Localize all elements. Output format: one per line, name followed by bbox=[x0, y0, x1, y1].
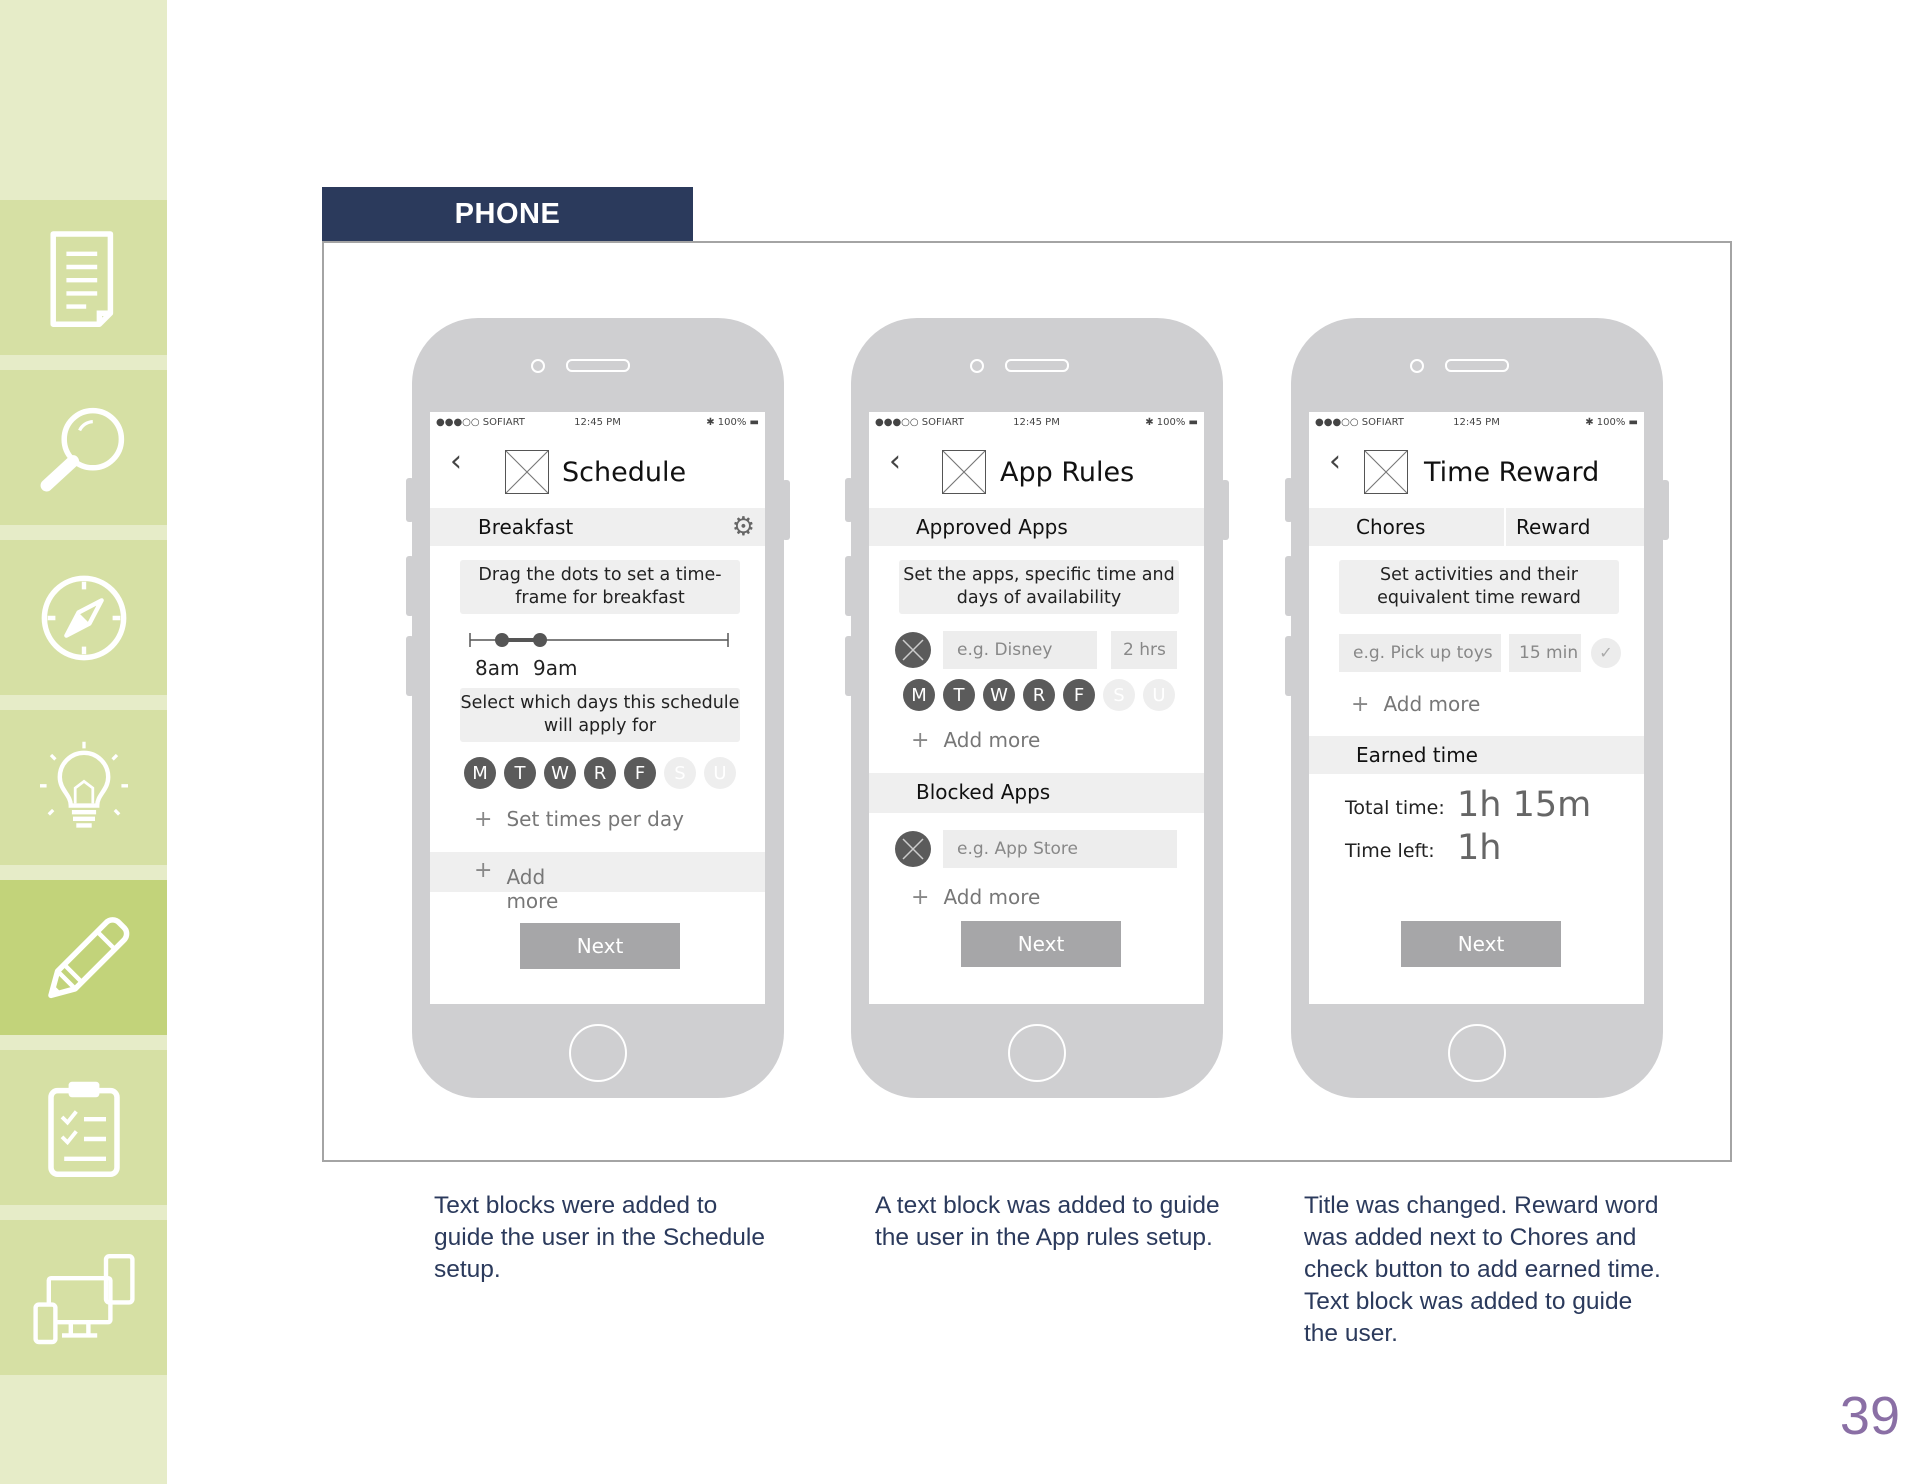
screen-title: Time Reward bbox=[1424, 457, 1600, 488]
day-toggle[interactable]: R bbox=[584, 757, 616, 789]
band-label: Breakfast bbox=[478, 515, 574, 539]
remove-app-icon[interactable] bbox=[895, 632, 931, 668]
speaker-grill bbox=[1005, 359, 1069, 372]
phone-mockup-app-rules bbox=[851, 318, 1223, 1098]
app-name-input[interactable]: e.g. Disney bbox=[943, 631, 1097, 669]
battery-label: ✱ 100% ▬ bbox=[706, 417, 759, 428]
band-earned-time bbox=[1309, 736, 1644, 774]
caption-time-reward: Title was changed. Reward word was added next to Chores and check button to add earned time. Text block was added to guide the user. bbox=[1304, 1192, 1661, 1347]
band-columns bbox=[1309, 508, 1644, 546]
carrier-label: ●●●○○ SOFIART bbox=[1315, 417, 1404, 428]
status-time: 12:45 PM bbox=[1013, 417, 1060, 428]
next-button[interactable]: Next bbox=[1401, 921, 1561, 967]
add-more-label: Add more bbox=[943, 885, 1041, 909]
add-more-band bbox=[430, 852, 765, 913]
phone-side-button bbox=[406, 636, 414, 696]
add-approved-app-button[interactable] bbox=[911, 728, 1040, 753]
day-toggle[interactable]: T bbox=[504, 757, 536, 789]
screen-schedule bbox=[430, 412, 765, 1004]
front-camera bbox=[970, 359, 984, 373]
time-slider[interactable] bbox=[468, 630, 730, 650]
band-label: Blocked Apps bbox=[916, 780, 1051, 804]
status-time: 12:45 PM bbox=[1453, 417, 1500, 428]
phone-side-button bbox=[1221, 480, 1229, 540]
hint-app-rules: Set the apps, specific time and days of availability bbox=[899, 560, 1179, 614]
section-tab: PHONE bbox=[322, 187, 693, 241]
day-selector bbox=[903, 679, 1175, 711]
phone-mockup-time-reward bbox=[1291, 318, 1663, 1098]
day-toggle[interactable]: U bbox=[1143, 679, 1175, 711]
home-button[interactable] bbox=[569, 1024, 627, 1082]
plus-icon: + bbox=[474, 858, 493, 883]
sidebar-item-idea[interactable] bbox=[0, 710, 167, 865]
column-chores: Chores bbox=[1356, 515, 1426, 539]
status-bar bbox=[869, 412, 1204, 434]
total-time-label: Total time: bbox=[1345, 797, 1445, 819]
sidebar bbox=[0, 0, 167, 1484]
day-toggle[interactable]: R bbox=[1023, 679, 1055, 711]
phone-side-button bbox=[1285, 478, 1293, 522]
page-number: 39 bbox=[1839, 1386, 1900, 1446]
phone-mockup-schedule bbox=[412, 318, 784, 1098]
band-label: Approved Apps bbox=[916, 515, 1068, 539]
battery-label: ✱ 100% ▬ bbox=[1585, 417, 1638, 428]
screen-title: Schedule bbox=[562, 457, 687, 488]
home-button[interactable] bbox=[1448, 1024, 1506, 1082]
carrier-label: ●●●○○ SOFIART bbox=[436, 417, 525, 428]
devices-icon bbox=[29, 1243, 139, 1353]
band-blocked-apps bbox=[869, 773, 1204, 813]
add-more-label: Add more bbox=[943, 728, 1041, 752]
search-icon bbox=[29, 393, 139, 503]
reward-input[interactable]: 15 min bbox=[1509, 634, 1581, 672]
time-left-label: Time left: bbox=[1345, 840, 1435, 862]
slider-handle-end bbox=[533, 633, 547, 647]
phone-side-button bbox=[406, 556, 414, 616]
day-toggle[interactable]: F bbox=[624, 757, 656, 789]
speaker-grill bbox=[1445, 359, 1509, 372]
lightbulb-icon bbox=[29, 733, 139, 843]
screen-title: App Rules bbox=[1000, 457, 1135, 488]
phone-side-button bbox=[845, 636, 853, 696]
status-bar bbox=[1309, 412, 1644, 434]
hint-drag: Drag the dots to set a time-frame for breakfast bbox=[460, 560, 740, 614]
back-chevron-icon[interactable]: ‹ bbox=[889, 444, 901, 479]
sidebar-item-checklist[interactable] bbox=[0, 1050, 167, 1205]
compass-icon bbox=[29, 563, 139, 673]
blocked-app-input[interactable]: e.g. App Store bbox=[943, 830, 1177, 868]
caption-app-rules: A text block was added to guide the user in the App rules setup. bbox=[875, 1192, 1220, 1251]
day-toggle[interactable]: S bbox=[1103, 679, 1135, 711]
next-button[interactable]: Next bbox=[961, 921, 1121, 967]
phone-side-button bbox=[845, 478, 853, 522]
slider-handle-start bbox=[495, 633, 509, 647]
front-camera bbox=[1410, 359, 1424, 373]
check-button-icon[interactable]: ✓ bbox=[1591, 638, 1621, 668]
slider-end-label: 9am bbox=[533, 656, 578, 680]
remove-blocked-app-icon[interactable] bbox=[895, 831, 931, 867]
sidebar-item-devices[interactable] bbox=[0, 1220, 167, 1375]
hint-time-reward: Set activities and their equivalent time reward bbox=[1339, 560, 1619, 614]
add-chore-button[interactable] bbox=[1351, 692, 1480, 717]
gear-icon[interactable]: ⚙ bbox=[731, 512, 755, 542]
image-placeholder-icon bbox=[942, 450, 986, 494]
plus-icon: + bbox=[911, 885, 930, 910]
total-time-value: 1h 15m bbox=[1457, 785, 1592, 825]
sidebar-item-document[interactable] bbox=[0, 200, 167, 355]
phone-side-button bbox=[1285, 556, 1293, 616]
front-camera bbox=[531, 359, 545, 373]
band-breakfast bbox=[430, 508, 765, 546]
day-toggle[interactable]: M bbox=[903, 679, 935, 711]
screen-app-rules bbox=[869, 412, 1204, 1004]
battery-label: ✱ 100% ▬ bbox=[1145, 417, 1198, 428]
band-label: Earned time bbox=[1356, 743, 1478, 767]
back-chevron-icon[interactable]: ‹ bbox=[450, 444, 462, 479]
column-reward: Reward bbox=[1516, 515, 1591, 539]
band-approved-apps bbox=[869, 508, 1204, 546]
image-placeholder-icon bbox=[1364, 450, 1408, 494]
status-time: 12:45 PM bbox=[574, 417, 621, 428]
set-times-button[interactable] bbox=[474, 807, 684, 832]
plus-icon: + bbox=[911, 728, 930, 753]
chore-input[interactable]: e.g. Pick up toys bbox=[1339, 634, 1501, 672]
phone-side-button bbox=[406, 478, 414, 522]
day-toggle[interactable]: U bbox=[704, 757, 736, 789]
day-toggle[interactable]: W bbox=[544, 757, 576, 789]
caption-schedule: Text blocks were added to guide the user in the Schedule setup. bbox=[434, 1192, 765, 1283]
add-more-label: Add more bbox=[506, 865, 559, 913]
home-button[interactable] bbox=[1008, 1024, 1066, 1082]
phone-side-button bbox=[782, 480, 790, 540]
time-left-value: 1h bbox=[1457, 828, 1502, 868]
add-blocked-app-button[interactable] bbox=[911, 885, 1040, 910]
add-more-label: Add more bbox=[1383, 692, 1481, 716]
day-toggle[interactable]: W bbox=[983, 679, 1015, 711]
plus-icon: + bbox=[474, 807, 493, 832]
day-selector bbox=[464, 757, 736, 789]
phone-side-button bbox=[1285, 636, 1293, 696]
status-bar bbox=[430, 412, 765, 434]
image-placeholder-icon bbox=[505, 450, 549, 494]
day-toggle[interactable]: T bbox=[943, 679, 975, 711]
column-divider bbox=[1504, 508, 1506, 546]
phone-side-button bbox=[1661, 480, 1669, 540]
carrier-label: ●●●○○ SOFIART bbox=[875, 417, 964, 428]
clipboard-checklist-icon bbox=[29, 1073, 139, 1183]
screen-time-reward bbox=[1309, 412, 1644, 1004]
day-toggle[interactable]: S bbox=[664, 757, 696, 789]
sidebar-item-search[interactable] bbox=[0, 370, 167, 525]
day-toggle[interactable]: F bbox=[1063, 679, 1095, 711]
speaker-grill bbox=[566, 359, 630, 372]
next-button[interactable]: Next bbox=[520, 923, 680, 969]
slider-start-label: 8am bbox=[475, 656, 520, 680]
add-more-button[interactable] bbox=[474, 858, 559, 913]
sidebar-item-pencil[interactable] bbox=[0, 880, 167, 1035]
back-chevron-icon[interactable]: ‹ bbox=[1329, 444, 1341, 479]
pencil-icon bbox=[29, 903, 139, 1013]
sidebar-item-compass[interactable] bbox=[0, 540, 167, 695]
phone-side-button bbox=[845, 556, 853, 616]
day-toggle[interactable]: M bbox=[464, 757, 496, 789]
document-icon bbox=[29, 223, 139, 333]
hint-days: Select which days this schedule will apply for bbox=[460, 688, 740, 742]
set-times-label: Set times per day bbox=[506, 807, 684, 831]
app-time-input[interactable]: 2 hrs bbox=[1111, 631, 1177, 669]
plus-icon: + bbox=[1351, 692, 1370, 717]
